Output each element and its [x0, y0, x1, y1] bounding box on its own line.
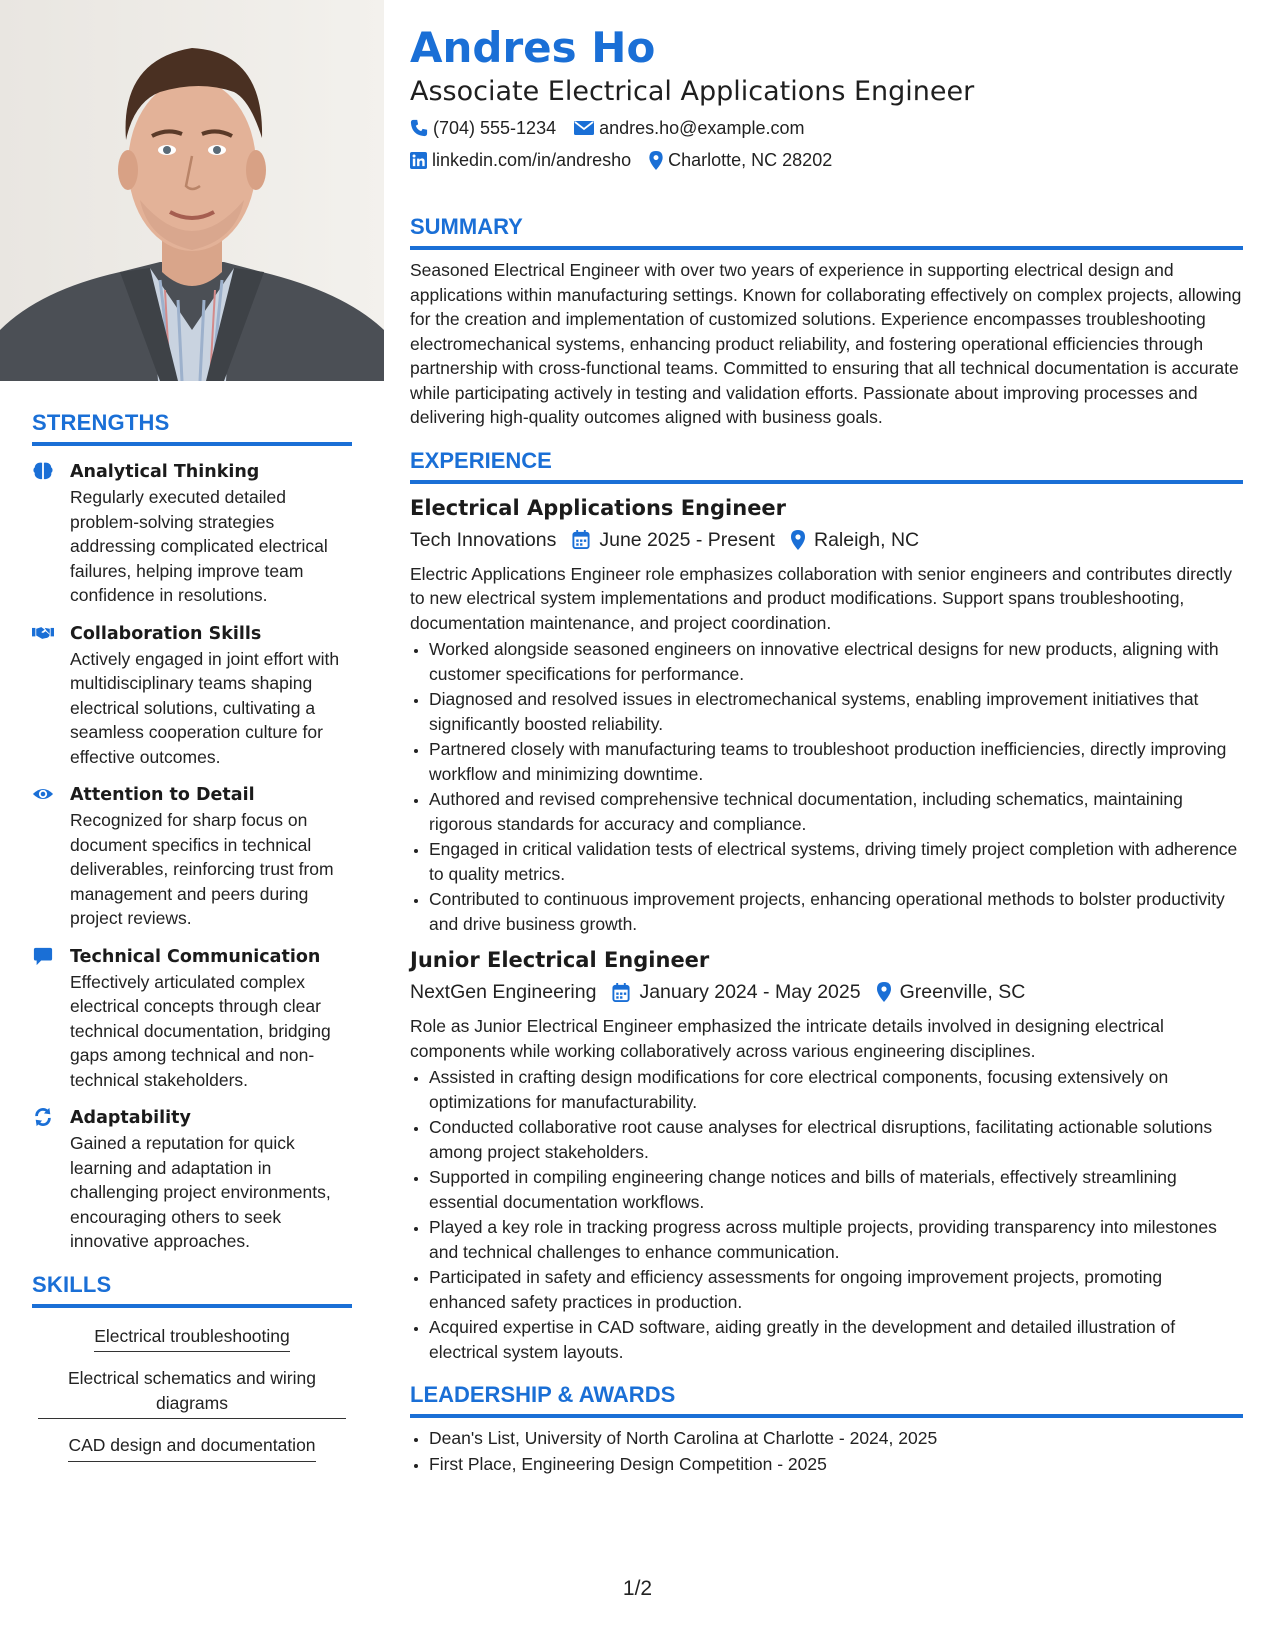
skill-item [32, 1366, 352, 1419]
job-meta [410, 526, 1243, 554]
strength-description: Recognized for sharp focus on document specifics in technical deliverables, reinforcing trust from management and peers during project reviews. [70, 810, 334, 928]
job-title: Junior Electrical Engineer [410, 948, 710, 972]
job-bullet: • Authored and revised comprehensive technical documentation, including schematics, maintaining rigorous standards for accuracy and compliance. [429, 787, 1243, 836]
job-entry [410, 946, 1243, 1364]
summary-heading: SUMMARY [410, 214, 1243, 250]
sync-icon [32, 1107, 54, 1127]
strength-description: Actively engaged in joint effort with multidisciplinary teams shaping electrical solutions, cultivating a seamless cooperation culture for effective outcomes. [70, 648, 340, 767]
job-dates [612, 978, 860, 1006]
handshake-icon [32, 623, 54, 643]
candidate-title: Associate Electrical Applications Engineer [410, 76, 975, 107]
eye-icon [32, 784, 54, 804]
job-location-text: Raleigh, NC [813, 528, 920, 551]
job-bullet: • Participated in safety and efficiency assessments for ongoing improvement projects, promoting enhanced safety practices in production. [429, 1265, 1243, 1314]
right-column [410, 22, 1243, 1476]
skills-heading: SKILLS [32, 1272, 352, 1308]
linkedin-contact [410, 144, 631, 176]
phone-text[interactable]: (704) 555-1234 [433, 118, 557, 138]
profile-photo [0, 0, 384, 381]
award-item: • First Place, Engineering Design Competition - 2025 [429, 1452, 1243, 1477]
company [410, 526, 556, 554]
leadership-list [410, 1426, 1243, 1476]
experience-heading: EXPERIENCE [410, 448, 1243, 484]
job-description: Role as Junior Electrical Engineer emphasized the intricate details involved in designing electrical components while working collaboratively across various engineering disciplines. [410, 1016, 1164, 1061]
skill-label: Electrical troubleshooting [94, 1324, 290, 1353]
strength-description: Gained a reputation for quick learning and adaptation in challenging project environments, encouraging others to seek innovative approaches. [70, 1133, 331, 1251]
strength-name: Collaboration Skills [70, 623, 262, 644]
job-dates-text: June 2025 - Present [599, 528, 775, 551]
envelope-icon [574, 120, 594, 136]
strength-item [32, 1106, 352, 1254]
strength-description: Effectively articulated complex electrical concepts through clear technical documentation, bridging gaps among technical and non-technical stakeholders. [70, 971, 331, 1090]
job-location [791, 526, 919, 554]
award-item: • Dean's List, University of North Carolina at Charlotte - 2024, 2025 [429, 1426, 1243, 1451]
job-meta [410, 978, 1243, 1006]
strength-item [32, 622, 352, 770]
job-location-text: Greenville, SC [899, 981, 1026, 1003]
strength-name: Technical Communication [70, 946, 321, 967]
job-entry [410, 494, 1243, 937]
location-text: Charlotte, NC 28202 [668, 150, 833, 170]
calendar-icon [572, 530, 590, 549]
page-number: 1/2 [622, 1577, 653, 1600]
strength-item [32, 460, 352, 608]
job-bullet: • Diagnosed and resolved issues in electromechanical systems, enabling improvement initiatives that significantly boosted reliability. [429, 687, 1243, 736]
job-description: Electric Applications Engineer role emphasizes collaboration with senior engineers and contributes directly to new electrical system implementations and product modifications. Support spans troubleshooting, documentation maintenance, and project coordination. [410, 563, 1232, 633]
strength-item [32, 945, 352, 1093]
brain-icon [32, 461, 54, 481]
skill-label: CAD design and documentation [68, 1433, 315, 1462]
strength-name: Adaptability [70, 1108, 191, 1128]
email-contact [574, 112, 804, 144]
company [410, 978, 596, 1006]
linkedin-link[interactable]: linkedin.com/in/andresho [432, 150, 632, 170]
job-bullet: • Worked alongside seasoned engineers on innovative electrical designs for new products, aligning with customer specifications for performance. [429, 637, 1243, 686]
skill-item [32, 1324, 352, 1353]
strength-name: Attention to Detail [70, 785, 255, 805]
job-bullets [410, 1065, 1243, 1364]
job-bullet: • Partnered closely with manufacturing teams to troubleshoot production inefficiencies, directly improving workflow and minimizing downtime. [429, 737, 1243, 786]
linkedin-icon [410, 152, 427, 169]
strength-description: Regularly executed detailed problem-solving strategies addressing complicated electrical failures, helping improve team confidence in resolutions. [70, 487, 328, 605]
leadership-section [410, 1382, 1243, 1476]
strength-item [32, 783, 352, 931]
job-bullets [410, 637, 1243, 936]
company-name: Tech Innovations [410, 528, 557, 551]
experience-section [410, 448, 1243, 1365]
job-bullet: • Conducted collaborative root cause analyses for electrical disruptions, facilitating actionable solutions among project stakeholders. [429, 1115, 1243, 1164]
candidate-name: Andres Ho [410, 23, 656, 72]
phone-contact [410, 112, 556, 144]
job-bullet: • Engaged in critical validation tests of electrical systems, driving timely project completion with adherence to quality metrics. [429, 837, 1243, 886]
contact-row [410, 112, 1243, 144]
skill-item [32, 1433, 352, 1462]
map-pin-icon [791, 530, 805, 550]
job-dates [572, 526, 775, 554]
strengths-heading: STRENGTHS [32, 410, 352, 446]
skill-label: Electrical schematics and wiring diagrams [38, 1366, 346, 1419]
company-name: NextGen Engineering [410, 981, 597, 1003]
summary-section [410, 214, 1243, 430]
email-link[interactable]: andres.ho@example.com [599, 118, 805, 138]
phone-icon [410, 119, 428, 137]
job-location [877, 978, 1026, 1006]
profile-photo-illustration [0, 0, 384, 381]
job-bullet: • Assisted in crafting design modifications for core electrical components, focusing extensively on optimizations for manufacturability. [429, 1065, 1243, 1114]
summary-text: Seasoned Electrical Engineer with over two years of experience in supporting electrical design and applications within manufacturing settings. Known for collaborating effectively on complex projects, allowing for the creation and implementation of customized solutions. Experience encompasses troubleshooting electromechanical systems, enhancing product reliability, and fostering operational efficiencies through partnership with cross-functional teams. Committed to ensuring that all technical documentation is accurate while participating actively in testing and validation efforts. Passionate about improving processes and delivering high-quality outcomes aligned with business goals. [410, 260, 1242, 427]
job-dates-text: January 2024 - May 2025 [639, 981, 861, 1003]
map-pin-icon [877, 982, 891, 1002]
left-column [32, 410, 352, 1462]
job-bullet: • Supported in compiling engineering change notices and bills of materials, effectively streamlining essential documentation workflows. [429, 1165, 1243, 1214]
map-pin-icon [649, 151, 663, 170]
leadership-heading: LEADERSHIP & AWARDS [410, 1382, 1243, 1418]
job-bullet: • Played a key role in tracking progress across multiple projects, providing transparency into milestones and technical challenges to enhance communication. [429, 1215, 1243, 1264]
calendar-icon [612, 983, 630, 1002]
comment-icon [32, 946, 54, 966]
strength-name: Analytical Thinking [70, 462, 260, 482]
job-title: Electrical Applications Engineer [410, 495, 787, 520]
job-bullet: • Contributed to continuous improvement projects, enhancing operational methods to bolster productivity and drive business growth. [429, 887, 1243, 936]
location-contact [649, 144, 832, 176]
contact-row [410, 144, 1243, 176]
job-bullet: • Acquired expertise in CAD software, aiding greatly in the development and detailed illustration of electrical system layouts. [429, 1315, 1243, 1364]
